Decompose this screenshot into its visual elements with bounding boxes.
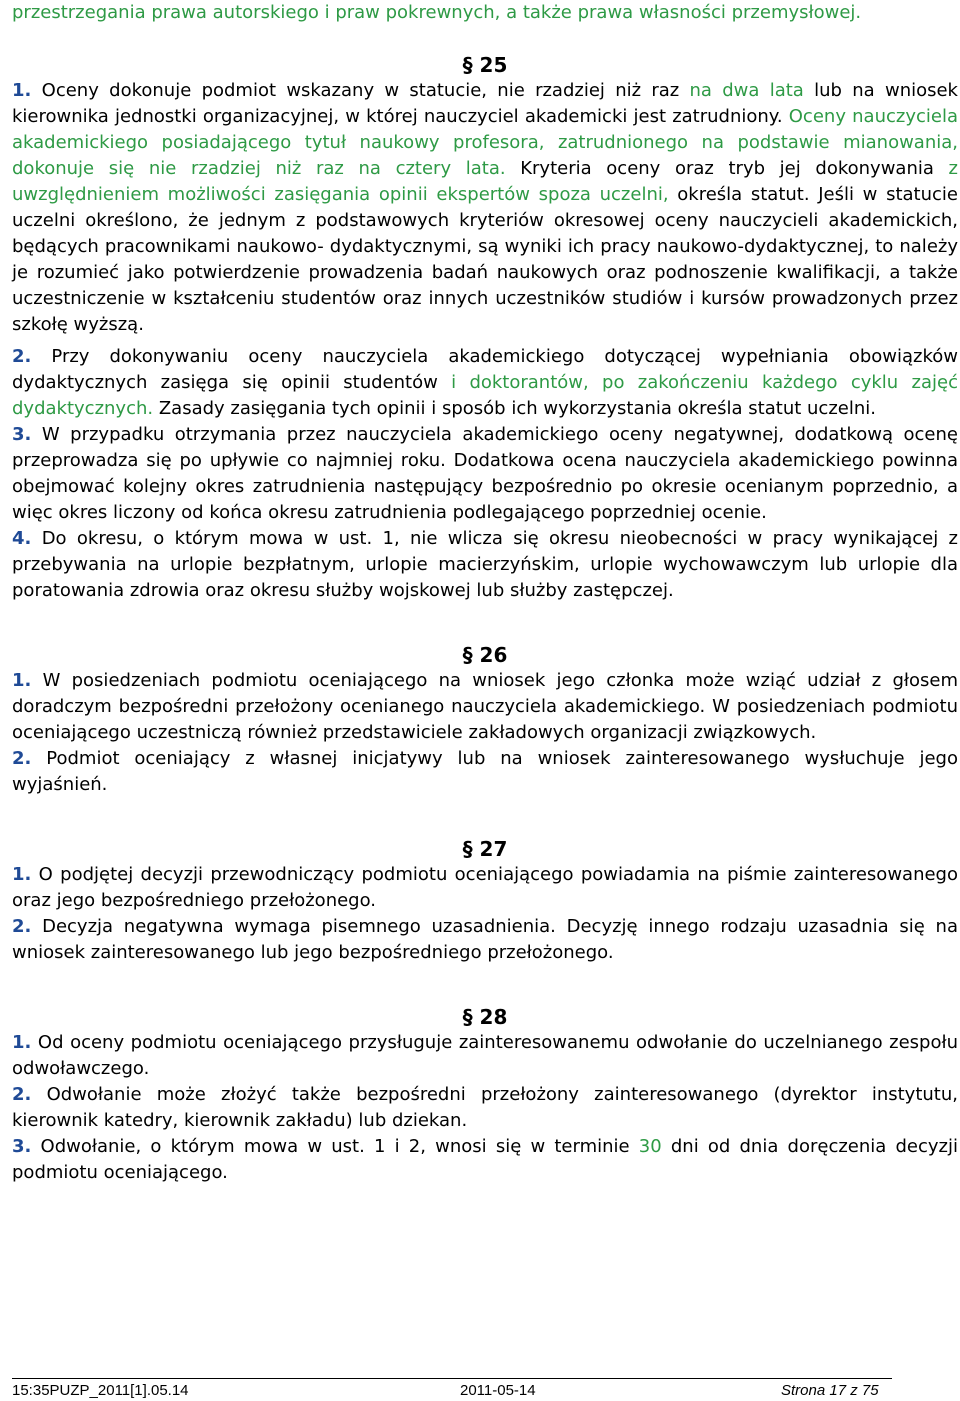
s26-paragraph-1 xyxy=(12,668,958,746)
document-page xyxy=(12,0,958,1186)
s25-p1-text-f: z uwzględnieniem możliwości zasięgania opinii ekspertów spoza uczelni, xyxy=(12,158,958,205)
s25-p2-text-b: i doktorantów, po zakończeniu każdego cyklu zajęć dydaktycznych. xyxy=(12,372,958,419)
s27-paragraph-2 xyxy=(12,914,958,966)
s26-p1-number: 1. xyxy=(12,670,32,691)
s28-paragraph-3 xyxy=(12,1134,958,1186)
s25-p4-number: 4. xyxy=(12,528,32,549)
s28-paragraph-2 xyxy=(12,1082,958,1134)
s25-p3-number: 3. xyxy=(12,424,32,445)
s27-p2-text: Decyzja negatywna wymaga pisemnego uzasadnienia. Decyzję innego rodzaju uzasadnia się na wniosek zainteresowanego lub jego bezpośredniego przełożonego. xyxy=(12,916,958,963)
s25-p1-number: 1. xyxy=(12,80,32,101)
s25-paragraph-2 xyxy=(12,344,958,422)
s26-p2-number: 2. xyxy=(12,748,32,769)
s26-p2-text: Podmiot oceniający z własnej inicjatywy lub na wniosek zainteresowanego wysłuchuje jego wyjaśnień. xyxy=(12,748,958,795)
s26-paragraph-2 xyxy=(12,746,958,798)
section-28-title: § 28 xyxy=(462,1005,508,1029)
s28-p3-text-c: dni od dnia doręczenia decyzji podmiotu oceniającego. xyxy=(12,1136,958,1183)
s28-p1-text: Od oceny podmiotu oceniającego przysługuje zainteresowanemu odwołanie do uczelnianego zespołu odwoławczego. xyxy=(12,1032,958,1079)
section-26-title: § 26 xyxy=(462,643,508,667)
s27-paragraph-1 xyxy=(12,862,958,914)
s25-p2-text-a: Przy dokonywaniu oceny nauczyciela akademickiego dotyczącej wypełniania obowiązków dydaktycznych zasięga się opinii studentów xyxy=(12,346,958,393)
s25-p2-text-c: Zasady zasięgania tych opinii i sposób ich wykorzystania określa statut uczelni. xyxy=(153,398,876,419)
s27-p2-number: 2. xyxy=(12,916,32,937)
footer-page-number: Strona 17 z 75 xyxy=(781,1382,879,1399)
s25-paragraph-3 xyxy=(12,422,958,526)
s25-p1-text-e: Kryteria oceny oraz tryb jej dokonywania xyxy=(505,158,949,179)
s25-p1-text-b: na dwa lata xyxy=(689,80,804,101)
s25-p3-text: W przypadku otrzymania przez nauczyciela akademickiego oceny negatywnej, dodatkową ocenę przeprowadza się po upływie co najmniej roku. Dodatkowa ocena nauczyciela akademickiego powinna obejmować kolejny okres zatrudnienia następujący bezpośrednio po okresie ocenianym poprzednio, a więc okres liczony od końca okresu zatrudnienia podlegającego poprzedniej ocenie. xyxy=(12,424,958,523)
s25-p1-text-g: określa statut. Jeśli w statucie uczelni określono, że jednym z podstawowych kryteriów okresowej oceny nauczycieli akademickich, będących pracownikami naukowo- dydaktycznymi, są wyniki ich pracy naukowo-dydaktycznej, to należy je rozumieć jako potwierdzenie prowadzenia badań naukowych oraz podnoszenie kwalifikacji, a także uczestniczenie w kształceniu studentów oraz innych uczestników studiów i kursów prowadzonych przez szkołę wyższą. xyxy=(12,184,958,335)
s25-p1-text-a: Oceny dokonuje podmiot wskazany w statucie, nie rzadziej niż raz xyxy=(31,80,690,101)
s26-p1-text: W posiedzeniach podmiotu oceniającego na wniosek jego członka może wziąć udział z głosem doradczym bezpośredni przełożony ocenianego nauczyciela akademickiego. W posiedzeniach podmiotu oceniającego uczestniczą również przedstawiciele zakładowych organizacji związkowych. xyxy=(12,670,958,743)
s27-p1-number: 1. xyxy=(12,864,32,885)
s28-p1-number: 1. xyxy=(12,1032,32,1053)
footer-filename: 15:35PUZP_2011[1].05.14 xyxy=(12,1382,189,1399)
s28-p3-text-b: 30 xyxy=(638,1136,662,1157)
s25-p4-text: Do okresu, o którym mowa w ust. 1, nie wlicza się okresu nieobecności w pracy wynikającej z przebywania na urlopie bezpłatnym, urlopie macierzyńskim, urlopie wychowawczym lub urlopie dla poratowania zdrowia oraz okresu służby wojskowej lub służby zastępczej. xyxy=(12,528,958,601)
s27-p1-text: O podjętej decyzji przewodniczący podmiotu oceniającego powiadamia na piśmie zainteresowanego oraz jego bezpośredniego przełożonego. xyxy=(12,864,958,911)
s28-paragraph-1 xyxy=(12,1030,958,1082)
s25-p1-text-c: lub na wniosek kierownika jednostki organizacyjnej, w której nauczyciel akademicki jest zatrudniony. xyxy=(12,80,958,127)
s25-paragraph-1 xyxy=(12,78,958,338)
s28-p3-number: 3. xyxy=(12,1136,32,1157)
footer-date: 2011-05-14 xyxy=(460,1382,536,1399)
s28-p2-number: 2. xyxy=(12,1084,32,1105)
intro-paragraph: przestrzegania prawa autorskiego i praw pokrewnych, a także prawa własności przemysłowej. xyxy=(12,2,862,23)
section-27-title: § 27 xyxy=(462,837,508,861)
s25-paragraph-4 xyxy=(12,526,958,604)
page-footer xyxy=(12,1378,892,1399)
section-25-title: § 25 xyxy=(462,53,508,77)
s25-p2-number: 2. xyxy=(12,346,32,367)
s28-p3-text-a: Odwołanie, o którym mowa w ust. 1 i 2, wnosi się w terminie xyxy=(31,1136,639,1157)
s28-p2-text: Odwołanie może złożyć także bezpośredni przełożony zainteresowanego (dyrektor instytutu, kierownik katedry, kierownik zakładu) lub dziekan. xyxy=(12,1084,958,1131)
s25-p1-text-d: Oceny nauczyciela akademickiego posiadającego tytuł naukowy profesora, zatrudnionego na podstawie mianowania, dokonuje się nie rzadziej niż raz na cztery lata. xyxy=(12,106,958,179)
